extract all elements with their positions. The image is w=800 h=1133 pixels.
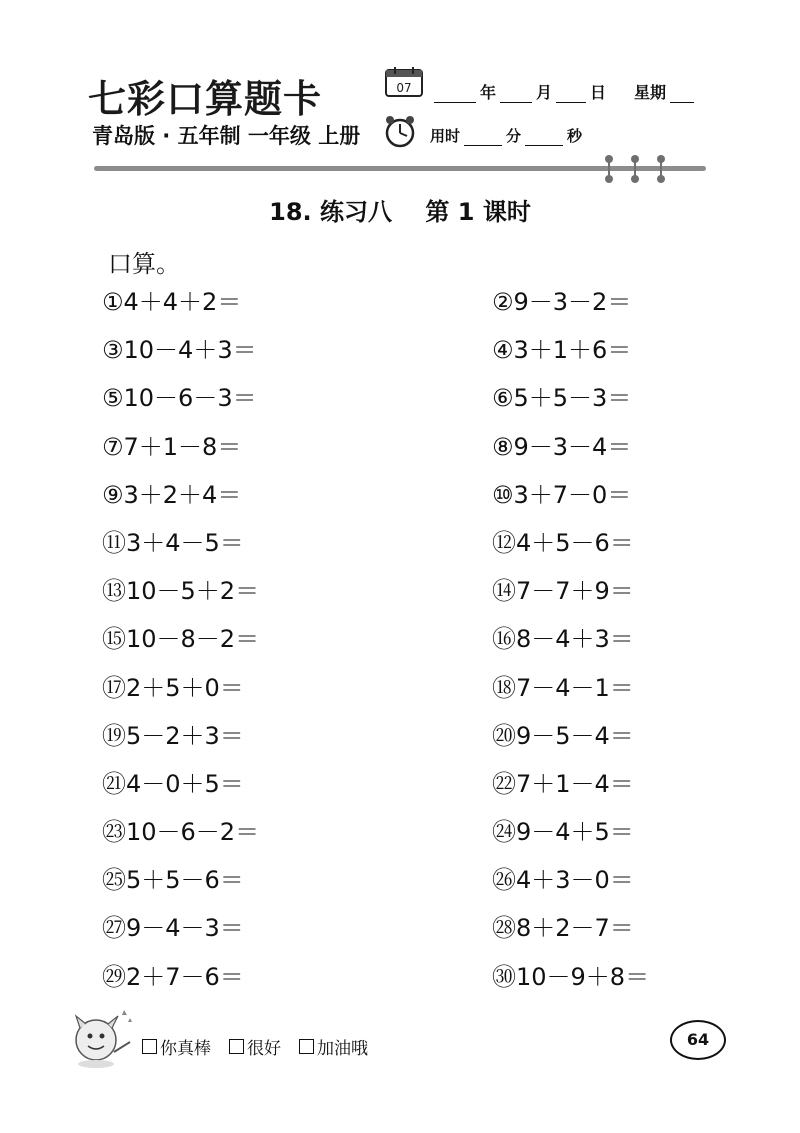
question-item: ⑲5－2＋3＝: [102, 721, 244, 750]
rating-option-keep-trying[interactable]: [299, 1034, 368, 1059]
questions-left-column: [102, 286, 259, 1009]
rating-option-great[interactable]: [142, 1034, 211, 1059]
time-used-label: 用时: [430, 127, 461, 145]
question-item: ⑤10－6－3＝: [102, 384, 257, 413]
question-item: ⑨3＋2＋4＝: [102, 480, 242, 509]
month-label: 月: [536, 83, 553, 102]
question-item: ⑱7－4－1＝: [492, 673, 634, 702]
rating-option-good[interactable]: [229, 1034, 281, 1059]
calendar-icon: [384, 66, 424, 98]
date-fields: [430, 80, 698, 103]
question-item: ④3＋1＋6＝: [492, 336, 632, 365]
question-item: ㉗9－4－3＝: [102, 914, 244, 943]
header-divider: [94, 166, 706, 171]
edition-subtitle: 青岛版 · 五年制 一年级 上册: [92, 124, 361, 148]
binder-pin: [608, 157, 610, 181]
rating-label: 加油哦: [317, 1039, 368, 1059]
checkbox-icon: [229, 1039, 244, 1054]
brand-title: 七彩口算题卡: [88, 76, 323, 121]
lesson-title: 18. 练习八 第 1 课时: [269, 198, 531, 226]
question-item: ⑰2＋5＋0＝: [102, 673, 244, 702]
question-item: ⑧9－3－4＝: [492, 432, 632, 461]
question-item: ⑩3＋7－0＝: [492, 480, 632, 509]
question-item: ⑥5＋5－3＝: [492, 384, 632, 413]
checkbox-icon: [142, 1039, 157, 1054]
question-item: ⑫4＋5－6＝: [492, 528, 634, 557]
question-item: ⑳9－5－4＝: [492, 721, 634, 750]
question-item: ㉑4－0＋5＝: [102, 769, 244, 798]
question-item: ㉒7＋1－4＝: [492, 769, 634, 798]
year-label: 年: [480, 83, 497, 102]
question-item: ㉓10－6－2＝: [102, 818, 260, 847]
question-item: ⑮10－8－2＝: [102, 625, 260, 654]
checkbox-icon: [299, 1039, 314, 1054]
question-item: ⑬10－5＋2＝: [102, 577, 260, 606]
questions-right-column: [492, 286, 649, 1009]
rating-label: 你真棒: [160, 1039, 211, 1059]
question-item: ①4＋4＋2＝: [102, 288, 242, 316]
question-item: ㉕5＋5－6＝: [102, 866, 244, 895]
binder-pin: [634, 157, 636, 181]
question-item: ③10－4＋3＝: [102, 336, 257, 365]
calendar-label: 07: [396, 81, 412, 95]
question-item: ②9－3－2＝: [492, 288, 632, 316]
question-item: ㉚10－9＋8＝: [492, 962, 650, 991]
second-label: 秒: [567, 127, 583, 145]
cartoon-mascot-icon: [66, 1002, 138, 1072]
instruction-text: 口算。: [108, 250, 180, 278]
rating-label: 很好: [247, 1039, 281, 1059]
binder-pin: [660, 157, 662, 181]
self-rating-options: [142, 1034, 368, 1059]
question-item: ㉔9－4＋5＝: [492, 818, 634, 847]
question-item: ㉖4＋3－0＝: [492, 866, 634, 895]
page-number: 64: [670, 1020, 726, 1060]
time-fields: [430, 125, 582, 146]
question-item: ⑭7－7＋9＝: [492, 577, 634, 606]
weekday-label: 星期: [634, 83, 667, 102]
alarm-clock-icon: [382, 113, 418, 149]
question-item: ㉙2＋7－6＝: [102, 962, 244, 991]
question-item: ⑯8－4＋3＝: [492, 625, 634, 654]
question-item: ⑪3＋4－5＝: [102, 528, 244, 557]
question-item: ⑦7＋1－8＝: [102, 432, 242, 461]
question-item: ㉘8＋2－7＝: [492, 914, 634, 943]
minute-label: 分: [506, 127, 522, 145]
day-label: 日: [590, 83, 607, 102]
